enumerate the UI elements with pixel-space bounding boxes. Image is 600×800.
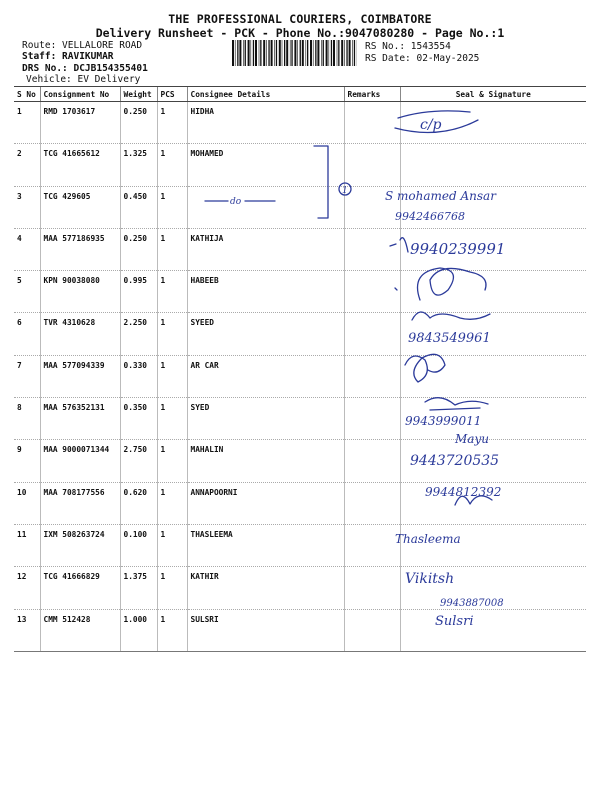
cell-weight: 0.995 (120, 271, 157, 313)
cell-pcs: 1 (157, 524, 187, 566)
cell-weight: 1.000 (120, 609, 157, 651)
cell-weight: 0.330 (120, 355, 157, 397)
remark-mark: 1 (342, 186, 348, 196)
drs-number: DRS No.: DCJB154355401 (22, 63, 148, 74)
signature-1: c/p (420, 117, 442, 133)
cell-pcs: 1 (157, 567, 187, 609)
cell-sno: 6 (14, 313, 40, 355)
cell-consignee: KATHIR (187, 567, 344, 609)
cell-consignee: THASLEEMA (187, 524, 344, 566)
cell-weight: 0.250 (120, 102, 157, 144)
cell-pcs: 1 (157, 313, 187, 355)
company-title: THE PROFESSIONAL COURIERS, COIMBATORE (168, 12, 432, 26)
cell-consignment: TVR 4310628 (40, 313, 120, 355)
cell-weight: 1.325 (120, 144, 157, 186)
cell-pcs: 1 (157, 398, 187, 440)
signature-12: Vikitsh (405, 571, 455, 587)
cell-sno: 3 (14, 186, 40, 228)
cell-sno: 5 (14, 271, 40, 313)
rs-date: RS Date: 02-May-2025 (365, 53, 480, 64)
cell-pcs: 1 (157, 440, 187, 482)
vehicle-label: Vehicle: EV Delivery (26, 74, 141, 85)
cell-sno: 7 (14, 355, 40, 397)
col-header-consignment: Consignment No (40, 87, 120, 102)
cell-weight: 0.450 (120, 186, 157, 228)
cell-consignment: MAA 577186935 (40, 228, 120, 270)
cell-pcs: 1 (157, 144, 187, 186)
cell-consignment: TCG 41666829 (40, 567, 120, 609)
cell-weight: 0.100 (120, 524, 157, 566)
cell-weight: 2.250 (120, 313, 157, 355)
cell-consignment: MAA 708177556 (40, 482, 120, 524)
cell-consignment: MAA 9000071344 (40, 440, 120, 482)
ditto-bracket (314, 146, 328, 218)
cell-consignment: MAA 577094339 (40, 355, 120, 397)
cell-pcs: 1 (157, 355, 187, 397)
cell-consignment: TCG 429605 (40, 186, 120, 228)
cell-consignment: TCG 41665612 (40, 144, 120, 186)
signature-3-name: S mohamed Ansar (385, 189, 496, 203)
col-header-pcs: PCS (157, 87, 187, 102)
signature-8-stroke (425, 398, 488, 410)
cell-weight: 0.350 (120, 398, 157, 440)
cell-consignee: AR CAR (187, 355, 344, 397)
signature-4-stroke (390, 238, 408, 252)
cell-pcs: 1 (157, 228, 187, 270)
cell-sno: 12 (14, 567, 40, 609)
cell-pcs: 1 (157, 271, 187, 313)
staff-label: Staff: RAVIKUMAR (22, 51, 114, 62)
cell-consignee: ANNAPOORNI (187, 482, 344, 524)
col-header-consignee: Consignee Details (187, 87, 344, 102)
cell-weight: 0.250 (120, 228, 157, 270)
cell-consignee: SULSRI (187, 609, 344, 651)
signature-10-phone: 9944812392 (425, 485, 502, 499)
cell-pcs: 1 (157, 609, 187, 651)
runsheet-subtitle: Delivery Runsheet - PCK - Phone No.:9047080280 - Page No.:1 (95, 26, 505, 40)
cell-consignment: KPN 90038080 (40, 271, 120, 313)
signature-9-phone: 9443720535 (410, 453, 500, 469)
cell-consignment: RMD 1703617 (40, 102, 120, 144)
ditto-mark: do (230, 197, 242, 207)
col-header-signature: Seal & Signature (400, 87, 586, 102)
cell-pcs: 1 (157, 186, 187, 228)
cell-consignee: SYED (187, 398, 344, 440)
cell-sno: 1 (14, 102, 40, 144)
cell-sno: 11 (14, 524, 40, 566)
cell-sno: 13 (14, 609, 40, 651)
signature-7-stroke (405, 354, 445, 382)
signature-3-phone: 9942466768 (395, 210, 465, 223)
signature-5-stroke (395, 268, 486, 300)
cell-weight: 1.375 (120, 567, 157, 609)
cell-consignee: MAHALIN (187, 440, 344, 482)
signature-6-stroke (412, 312, 490, 320)
cell-sno: 10 (14, 482, 40, 524)
signature-13-name: Sulsri (435, 614, 474, 629)
cell-pcs: 1 (157, 102, 187, 144)
col-header-remarks: Remarks (344, 87, 400, 102)
rs-number: RS No.: 1543554 (365, 41, 451, 52)
cell-consignment: IXM 508263724 (40, 524, 120, 566)
cell-pcs: 1 (157, 482, 187, 524)
signature-11: Thasleema (395, 532, 461, 546)
signature-6-phone: 9843549961 (408, 331, 491, 346)
cell-sno: 9 (14, 440, 40, 482)
col-header-weight: Weight (120, 87, 157, 102)
cell-sno: 8 (14, 398, 40, 440)
cell-sno: 2 (14, 144, 40, 186)
cell-consignee: HIDHA (187, 102, 344, 144)
cell-weight: 0.620 (120, 482, 157, 524)
signature-9: Mayu (455, 432, 489, 446)
cell-consignee: MOHAMED (187, 144, 344, 186)
cell-weight: 2.750 (120, 440, 157, 482)
route-label: Route: VELLALORE ROAD (22, 40, 143, 51)
cell-consignee: SYEED (187, 313, 344, 355)
signature-4: 9940239991 (410, 240, 506, 258)
col-header-sno: S No (14, 87, 40, 102)
signature-13-phone: 9943887008 (440, 598, 504, 609)
cell-consignment: MAA 576352131 (40, 398, 120, 440)
cell-consignee: KATHIJA (187, 228, 344, 270)
cell-consignment: CMM 512428 (40, 609, 120, 651)
signature-8-phone: 9943999011 (405, 414, 482, 428)
cell-consignee: HABEEB (187, 271, 344, 313)
cell-sno: 4 (14, 228, 40, 270)
